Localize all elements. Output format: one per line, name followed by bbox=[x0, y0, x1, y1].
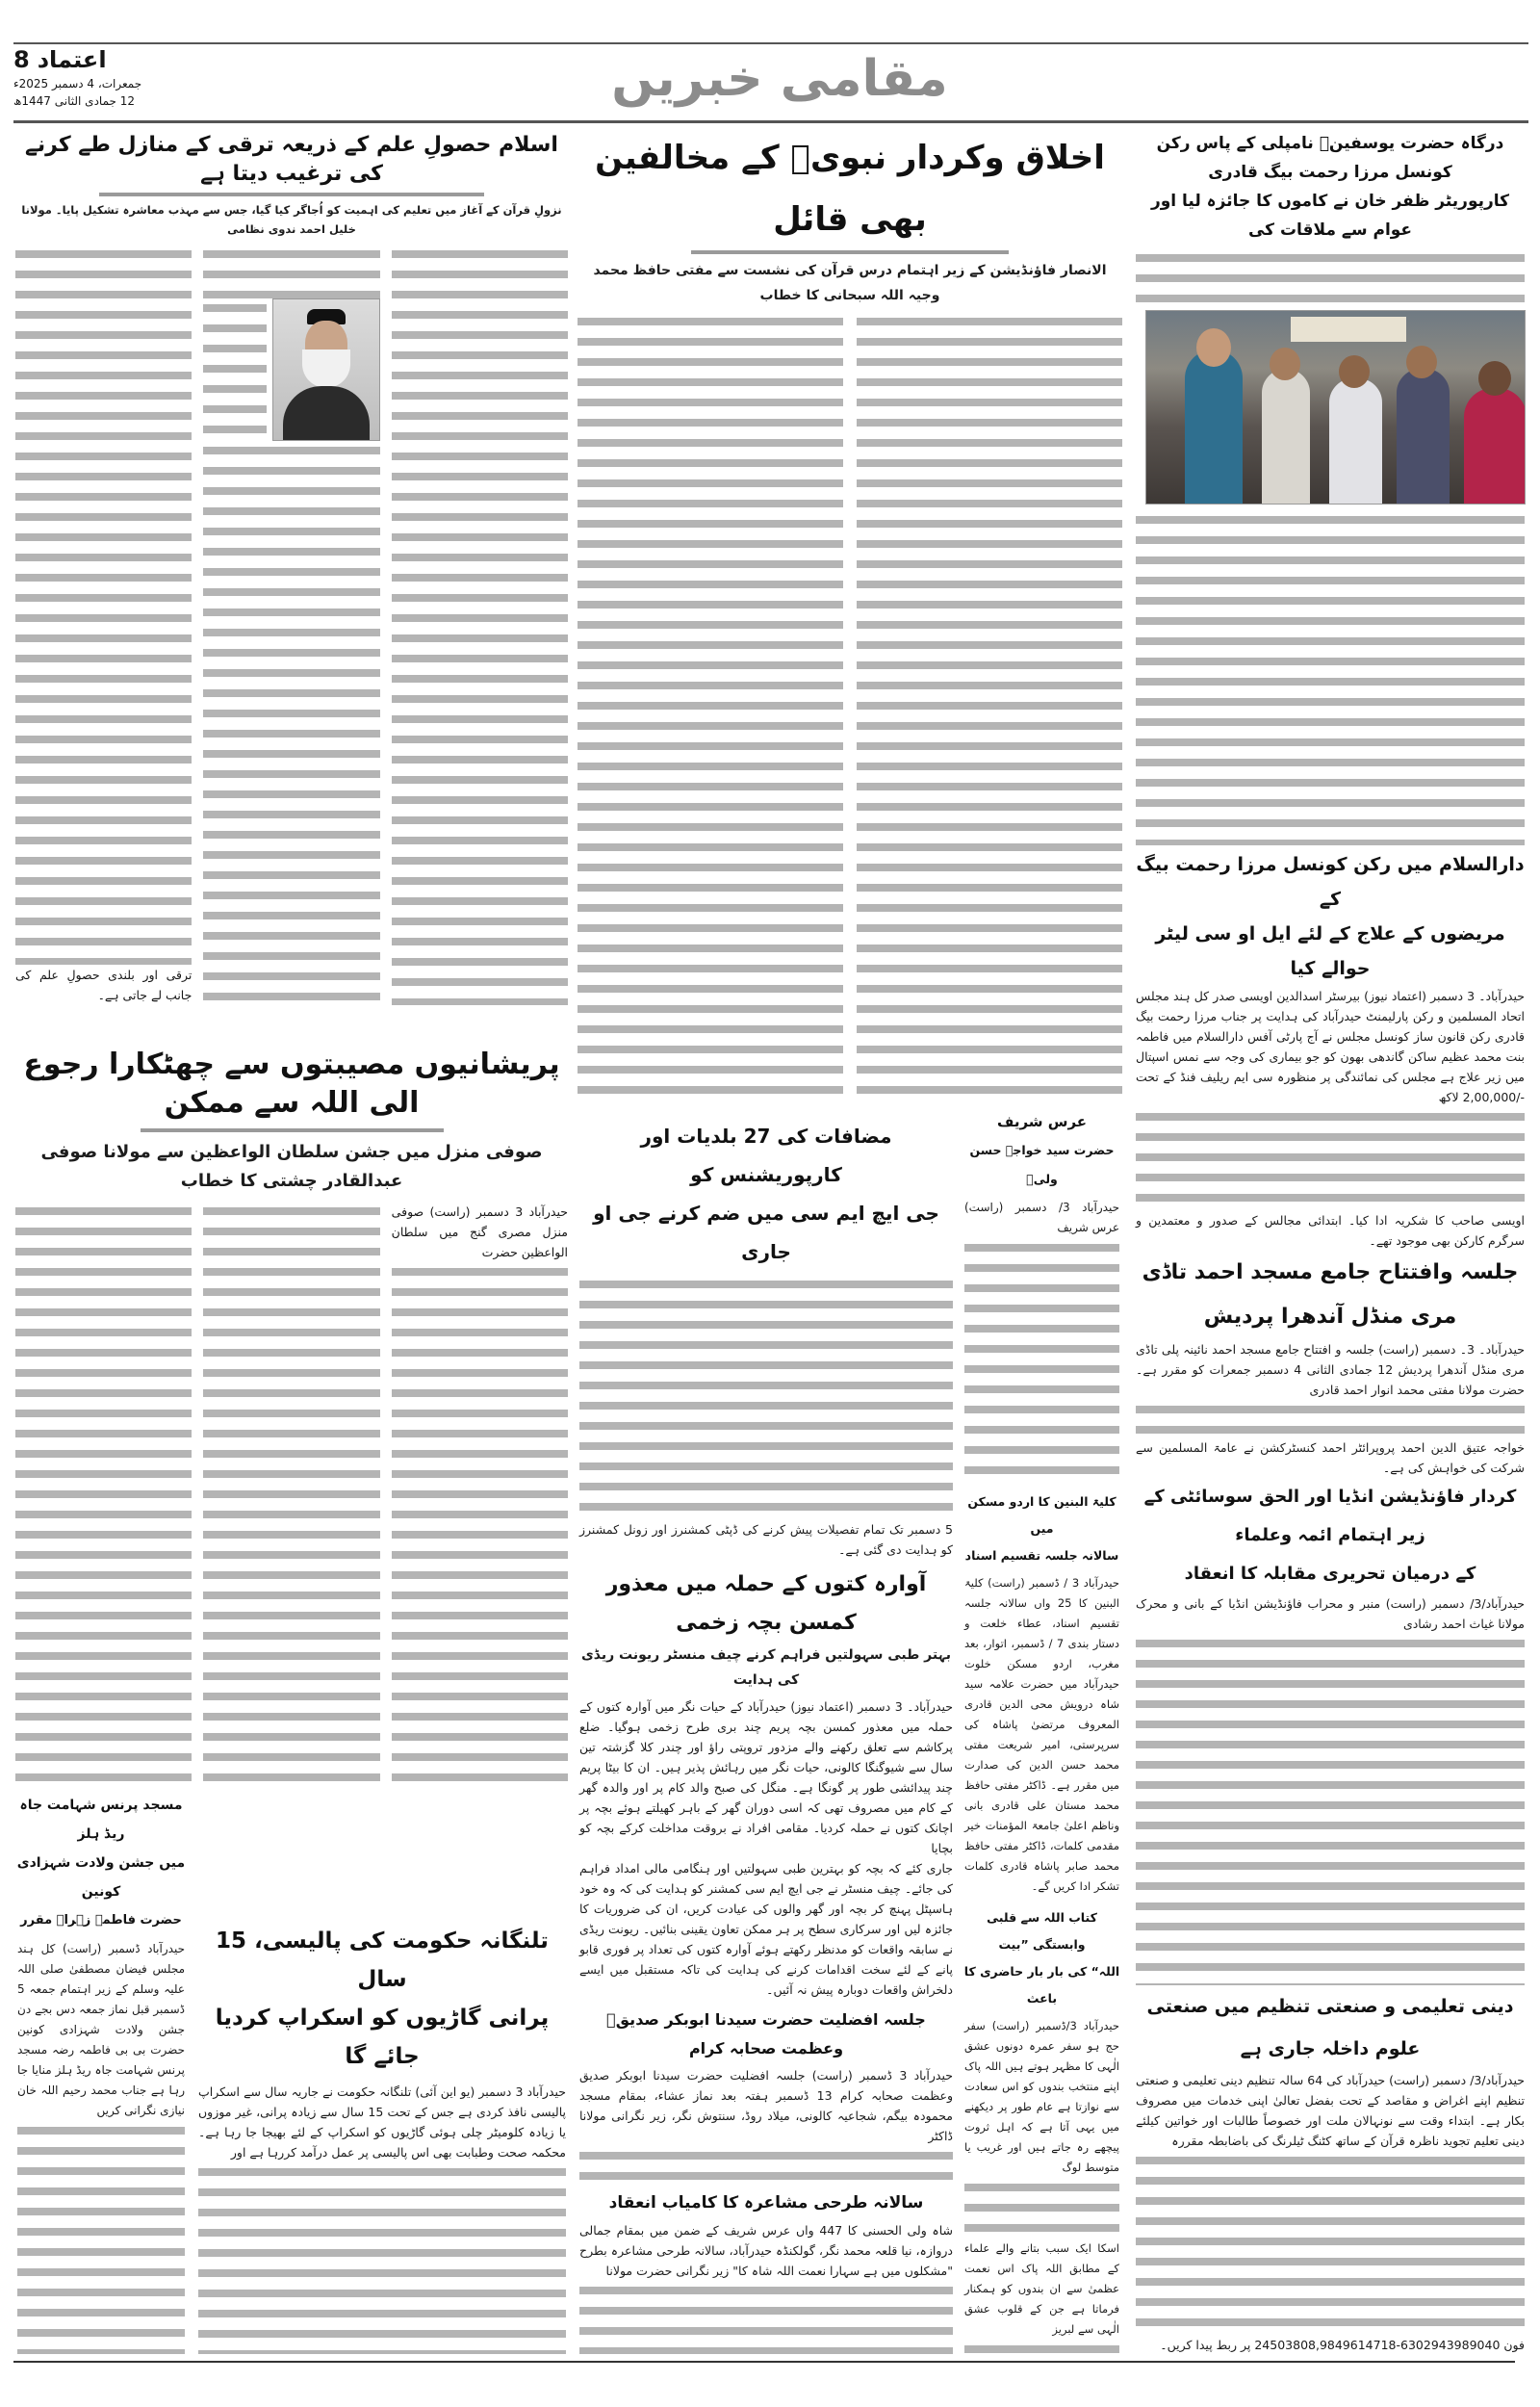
article-body-afzaliyat: حیدرآباد 3 ڈسمبر (راست) جلسہ افضلیت حضرت سیدنا ابوبکر صدیق وعظمت صحابہ کرام 13 ڈسمبر ہفتہ بعد نماز عشاء، بمقام مسجد محمودہ بیگم، شجاعیہ کالونی، میلاد روڈ، سنتوش نگر، زیر نگرانی مولانا ڈاکٹر bbox=[579, 2065, 953, 2187]
headline-divider bbox=[99, 193, 484, 196]
newspaper-logo: اعتماد bbox=[37, 46, 107, 73]
left-middle-section bbox=[15, 1046, 568, 1781]
date-hijri: 12 جمادی الثانی 1447ھ bbox=[13, 94, 136, 108]
article-column-ilm-2 bbox=[203, 245, 379, 1005]
article-body-masjid-ahmad: حیدرآباد۔ 3۔ دسمبر (راست) جلسہ و افتتاح جامع مسجد احمد نائینہ پلی تاڈی مری منڈل آندھرا پردیش 12 جمادی الثانی 4 دسمبر جمعرات کو مقرر ہے۔ حضرت مولانا مفتی محمد انوار احمد قادری خواجہ عتیق الدین احمد پروپرائٹر احمد کنسٹرکشن نے عامۃ المسلمین سے شرکت کی خواہش کی ہے۔ bbox=[1136, 1342, 1526, 1475]
article-body-mudafat: 5 دسمبر تک تمام تفصیلات پیش کرنے کی ڈپٹی کمشنرز اور زونل کمشنرز کو ہدایت دی گئی ہے۔ bbox=[579, 1275, 953, 1560]
headline-afzaliyat: جلسہ افضلیت حضرت سیدنا ابوبکر صدیقؓ وعظمت صحابہ کرام bbox=[606, 2010, 926, 2058]
section-title: مقامی خبریں bbox=[611, 50, 948, 108]
page-bottom-rule bbox=[13, 2361, 1515, 2363]
article-column-pareshani-2 bbox=[203, 1202, 379, 1781]
date-gregorian: جمعرات، 4 دسمبر 2025ء bbox=[13, 77, 142, 91]
subheadline-akhlaq: الانصار فاؤنڈیشن کے زیر اہتمام درس قرآن کی نشست سے مفتی حافظ محمد وجیہ اللہ سبحانی کا خطاب bbox=[593, 263, 1107, 303]
center-lower-narrow bbox=[962, 1107, 1121, 2354]
article-body-kirdar: حیدرآباد/3/ دسمبر (راست) منبر و محراب فاؤنڈیشن انڈیا کے بانی و محرک مولانا غیاث احمد رشادی bbox=[1136, 1593, 1525, 1986]
article-body-urs: حیدرآباد 3/ دسمبر (راست) عرس شریف bbox=[964, 1198, 1119, 1483]
headline-urs: عرس شریف حضرت سید خواجہ حسن ولیؒ bbox=[969, 1113, 1115, 1186]
article-body-stray-dogs: حیدرآباد۔ 3 دسمبر (اعتماد نیوز) حیدرآباد کے حیات نگر میں آوارہ کتوں کے حملہ میں معذور کمسن بچہ پریم چند بری طرح زخمی ہوگیا۔ ضلع پرکاشم سے تعلق رکھنے والے مزدور تروپتی راؤ اور چندر کلا گزشتہ تین سال سے شیوگنگا کالونی، حیات نگر میں رہائش پذیر ہیں۔ ان کا بیٹا پریم چند پیدائشی طور پر گونگا ہے۔ منگل کی صبح والد کام پر اور والدہ گھر کے کام میں مصروف تھی کہ اسی دوران گھر کے باہر کھیلتے ہوئے بچہ پر اچانک کتوں نے حملہ کردیا۔ مقامی افراد نے بروقت مداخلت کرکے بچہ کو بچایا جاری کئے کہ بچہ کو بہترین طبی سہولتیں اور ہنگامی مالی امداد فراہم کی جائے۔ چیف منسٹر نے جی ایچ ایم سی کمشنر کو ہدایت کی کہ وہ خود ہاسپٹل پہنچ کر بچہ اور گھر والوں کی عیادت کریں، ان کی ضروریات کا جائزہ لیں اور سرکاری سطح پر ہر ممکن تعاون یقینی بنائیں۔ ریونت ریڈی نے سابقہ واقعات کو مدنظر رکھتے ہوئے آوارہ کتوں کی تعداد پر فوری قابو پانے کے لئے سخت اقدامات کرنے کی ہدایت کی تاکہ مستقبل میں ایسے دلخراش واقعات دوبارہ پیش نہ آئیں۔ bbox=[579, 1699, 953, 1998]
article-column-pareshani-3 bbox=[15, 1202, 192, 1781]
subheadline-ilm: نزولِ قرآن کے آغاز میں تعلیم کی اہمیت کو اُجاگر کیا گیا، جس سے مہذب معاشرہ تشکیل پایا۔ مولانا خلیل احمد ندوی نظامی bbox=[21, 203, 562, 236]
article-body-yousufain bbox=[1136, 248, 1525, 304]
article-column-ilm-1 bbox=[392, 245, 568, 1005]
subheadline-stray-dogs: بہتر طبی سہولتیں فراہم کرنے چیف منسٹر ریونت ریڈی کی ہدایت bbox=[580, 1647, 952, 1689]
headline-kulliyat: کلیۃ البنین کا اردو مسکن میں سالانہ جلسہ تقسیم اسناد bbox=[964, 1494, 1119, 1563]
headline-mudafat: مضافات کی 27 بلدیات اور کارپوریشنس کو جی ایچ ایم سی میں ضم کرنے جی او جاری bbox=[593, 1125, 939, 1263]
article-body-kulliyat: حیدرآباد 3 / ڈسمبر (راست) کلیۃ البنین کا 25 واں سالانہ جلسہ تقسیم اسناد، عطاء خلعت و دستار بندی 7 / ڈسمبر، اتوار، بعد مغرب، اردو مسکن خلوت حیدرآباد میں حضرت علامہ سید شاہ درویش محی الدین قادری المعروف مرتضیٰ پاشاہ کی سرپرستی، امیر شریعت مفتی محمد حسن الدین کی صدارت میں مقرر ہے۔ ڈاکٹر مفتی حافظ محمد مستان علی قادری بانی وناظم اعلیٰ جامعۃ المؤمنات خیر مقدمی کلمات، ڈاکٹر مفتی حافظ محمد صابر پاشاہ قادری کلمات تشکر ادا کریں گے۔ bbox=[964, 1576, 1120, 1893]
article-body-ilm bbox=[15, 245, 568, 1005]
headline-loc-letter: دارالسلام میں رکن کونسل مرزا رحمت بیگ کے مریضوں کے علاج کے لئے ایل او سی لیٹر حوالے کیا bbox=[1136, 853, 1525, 979]
article-column-ilm-3: ترقی اور بلندی حصولِ علم کی جانب لے جاتی ہے۔ bbox=[15, 245, 192, 1005]
headline-scrap-policy: تلنگانہ حکومت کی پالیسی، 15 سال پرانی گاڑیوں کو اسکراپ کردیا جائے گا bbox=[215, 1928, 550, 2069]
article-column-pareshani-1: حیدرآباد 3 دسمبر (راست) صوفی منزل مصری گنج میں سلطان الواعظین حضرت bbox=[392, 1202, 568, 1781]
masthead-bottom-rule bbox=[13, 120, 1528, 123]
article-body-pareshani bbox=[15, 1202, 568, 1781]
article-body-mushaira: شاہ ولی الحسنی کا 447 واں عرس شریف کے ضمن میں بمقام جمالی دروازہ، نیا قلعہ محمد نگر، گولکنڈہ حیدرآباد، سالانہ طرحی مشاعرہ بطرح "مشکلوں میں ہے سہارا نعمت اللہ شاہ کا" زیر نگرانی حضرت مولانا bbox=[579, 2220, 953, 2354]
portrait-photo bbox=[272, 298, 380, 441]
article-body-loc-letter: حیدرآباد۔ 3 دسمبر (اعتماد نیوز) بیرسٹر اسدالدین اویسی صدر کل ہند مجلس اتحاد المسلمین و رکن پارلیمنٹ حیدرآباد کی ہدایت پر جناب مرزا رحمت بیگ قادری رکن قانون ساز کونسل مجلس نے آج پارٹی آفس دارالسلام میں فاطمہ بنت محمد عظیم ساکن گاندھی بھون کو جو بیماری کی وجہ سے نمس اسپتال میں زیر علاج ہے مجلس کی نمائندگی پر منظورہ سی ایم ریلیف فنڈ کے تحت -/2,00,000 لاکھ اویسی صاحب کا شکریہ ادا کیا۔ ابتدائی مجالس کے صدور و معتمدین و سرگرم کارکن بھی موجود تھے۔ bbox=[1136, 988, 1525, 1249]
center-lower-wide bbox=[578, 1117, 955, 2354]
article-body-yousufain-cont bbox=[1136, 510, 1525, 845]
article-column-akhlaq-1 bbox=[857, 312, 1122, 1105]
headline-pareshani: پریشانیوں مصیبتوں سے چھٹکارا رجوع الی اللہ سے ممکن bbox=[23, 1048, 560, 1120]
subheadline-pareshani: صوفی منزل میں جشن سلطان الواعظین سے مولانا صوفی عبدالقادر چشتی کا خطاب bbox=[40, 1142, 543, 1191]
headline-deeni-taleemi: دینی تعلیمی و صنعتی تنظیم میں صنعتی علوم داخلہ جاری ہے bbox=[1146, 1996, 1514, 2060]
center-top-section bbox=[578, 127, 1122, 1105]
headline-yousufain: درگاہ حضرت یوسفینؒ نامپلی کے پاس رکن کونسل مرزا رحمت بیگ قادری کارپوریٹر ظفر خان نے کاموں کا جائزہ لیا اور عوام سے ملاقات کی bbox=[1150, 134, 1510, 240]
page-number: 8 bbox=[13, 46, 30, 73]
headline-mushaira: سالانہ طرحی مشاعرہ کا کامیاب انعقاد bbox=[608, 2193, 924, 2213]
headline-kitabullah: کتاب اللہ سے قلبی وابستگی ”بیت اللہ“ کی بار بار حاضری کا باعث bbox=[963, 1910, 1120, 2006]
headline-stray-dogs: آوارہ کتوں کے حملہ میں معذور کمسن بچہ زخمی bbox=[605, 1572, 927, 1636]
headline-masjid-prince: مسجد پرنس شہامت جاہ ریڈ ہلز میں جشن ولادت شہزادی کونین حضرت فاطمہ زہراؓ مقرر bbox=[16, 1798, 186, 1928]
article-body-akhlaq bbox=[578, 312, 1122, 1105]
article-body-kitabullah: حیدرآباد 3/ڈسمبر (راست) سفر حج ہو سفر عمرہ دونوں عشق الٰہی کا مظہر ہوتے ہیں اللہ پاک اپنے منتخب بندوں کو اس سعادت سے نوازتا ہے عام طور پر دیکھنے میں یہی آتا ہے کہ اہل ثروت پیچھے رہ جاتے ہیں اور غریب یا متوسط لوگ اسکا ایک سبب بتانے والے علماء کے مطابق اللہ پاک اس نعمت عظمیٰ سے ان بندوں کو ہمکنار فرماتا ہے جن کے قلوب عشق الٰہی سے لبریز bbox=[964, 2016, 1119, 2354]
article-body-masjid-prince: حیدرآباد ڈسمبر (راست) کل ہند مجلس فیضان مصطفیٰ صلی اللہ علیہ وسلم کے زیر اہتمام جمعہ 5 ڈسمبر قبل نماز جمعہ دس بجے دن جشن ولادت شہزادی کونین حضرت بی بی فاطمہ رضہ مسجد پرنس شہامت جاہ ریڈ ہلز منایا جا رہا ہے جناب محمد رحیم اللہ خان نیازی نگرانی کریں bbox=[17, 1939, 185, 2354]
headline-divider bbox=[691, 250, 1009, 254]
news-photo-crowd bbox=[1145, 310, 1526, 505]
article-body-scrap-policy: حیدرآباد 3 دسمبر (یو این آئی) تلنگانہ حکومت نے جاریہ سال سے اسکراپ پالیسی نافذ کردی ہے جس کے تحت 15 سال سے زیادہ پرانی، غیر موزوں یا زیادہ کلومیٹر چلی ہوئی گاڑیوں کو اسکراپ کے لئے بھیجا جا رہا ہے۔ محکمہ صحت وطبابت بھی اس پالیسی پر عمل درآمد کررہا ہے اور bbox=[198, 2082, 566, 2354]
headline-kirdar: کردار فاؤنڈیشن انڈیا اور الحق سوسائٹی کے زیر اہتمام ائمہ وعلماء کے درمیان تحریری مقابلہ کا انعقاد bbox=[1143, 1486, 1517, 1584]
article-column-akhlaq-2 bbox=[578, 312, 843, 1105]
article-body-deeni-taleemi: حیدرآباد/3/ دسمبر (راست) حیدرآباد کی 64 سالہ تنظیم دینی تعلیمی و صنعتی تنظیم اپنے اغراض و مقاصد کے تحت بفضل تعالیٰ اپنی خدمات میں مصروف بکار ہے۔ ابتداء وقت سے نونہالان ملت اور خصوصاً طالبات اور خواتین کیلئے دینی تعلیم تجوید ناظرہ قرآن کے ساتھ کٹنگ ٹیلرنگ کی باضابطہ مقررہ فون 6302943989040-24503808,9849614718 پر ربط پیدا کریں۔ bbox=[1136, 2073, 1525, 2352]
headline-divider bbox=[141, 1128, 444, 1132]
masthead-top-rule bbox=[13, 42, 1528, 44]
left-bottom-wide bbox=[196, 1922, 568, 2354]
headline-ilm: اسلام حصولِ علم کے ذریعہ ترقی کے منازل طے کرنے کی ترغیب دیتا ہے bbox=[25, 133, 558, 186]
headline-masjid-ahmad: جلسہ وافتتاح جامع مسجد احمد تاڈی مری منڈل آندھرا پردیش bbox=[1142, 1260, 1519, 1330]
masthead-left-block bbox=[13, 46, 148, 108]
left-bottom-narrow bbox=[15, 1791, 187, 2354]
right-column bbox=[1132, 129, 1528, 2355]
headline-akhlaq: اخلاق وکردار نبویؐ کے مخالفین بھی قائل bbox=[595, 139, 1105, 239]
left-top-section bbox=[15, 131, 568, 1005]
